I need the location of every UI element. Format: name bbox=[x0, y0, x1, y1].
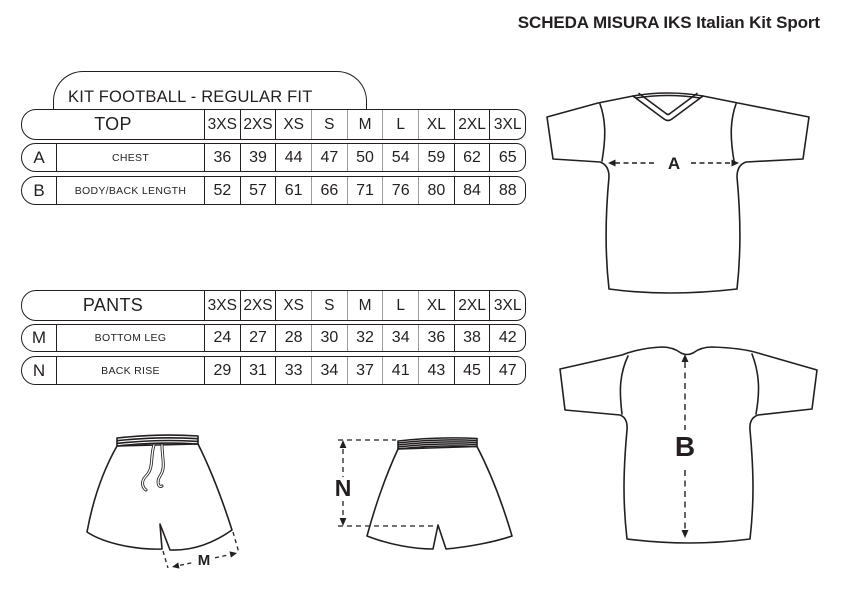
size-col-header: XS bbox=[275, 110, 311, 139]
shirt-back-diagram bbox=[556, 342, 818, 550]
value-cell: 61 bbox=[275, 177, 311, 204]
shorts-back-diagram bbox=[330, 430, 520, 565]
size-col-header: S bbox=[311, 110, 347, 139]
value-cell: 84 bbox=[454, 177, 490, 204]
measure-label-a: A bbox=[667, 154, 681, 173]
size-col-header: 3XS bbox=[204, 110, 240, 139]
size-col-header: L bbox=[382, 291, 418, 320]
shorts-back-outline bbox=[367, 447, 512, 550]
shirt-front-outline bbox=[547, 93, 809, 293]
shorts-front-outline bbox=[87, 444, 232, 550]
value-cell: 37 bbox=[347, 357, 383, 384]
row-letter: B bbox=[33, 180, 45, 200]
table-row-chest bbox=[21, 143, 526, 172]
value-cell: 43 bbox=[418, 357, 454, 384]
value-cell: 59 bbox=[418, 144, 454, 171]
row-letter: N bbox=[32, 360, 46, 380]
arrowhead-down bbox=[340, 518, 347, 526]
size-col-header: 3XL bbox=[489, 110, 525, 139]
value-cell: 27 bbox=[240, 325, 276, 351]
value-cell: 80 bbox=[418, 177, 454, 204]
size-col-header: 3XL bbox=[489, 291, 525, 320]
row-label: BACK RISE bbox=[56, 357, 204, 384]
value-cell: 66 bbox=[311, 177, 347, 204]
measure-label-n: N bbox=[334, 475, 352, 501]
value-cell: 30 bbox=[311, 325, 347, 351]
arrowhead-right bbox=[230, 551, 238, 557]
value-cell: 44 bbox=[275, 144, 311, 171]
value-cell: 41 bbox=[382, 357, 418, 384]
value-cell: 34 bbox=[311, 357, 347, 384]
value-cell: 33 bbox=[275, 357, 311, 384]
value-cell: 54 bbox=[382, 144, 418, 171]
size-col-header: XL bbox=[418, 291, 454, 320]
measure-label-m: M bbox=[197, 552, 211, 569]
size-col-header: M bbox=[347, 110, 383, 139]
row-label: BOTTOM LEG bbox=[56, 325, 204, 351]
size-col-header: M bbox=[347, 291, 383, 320]
row-label: CHEST bbox=[56, 144, 204, 171]
value-cell: 52 bbox=[204, 177, 240, 204]
top-table-title: TOP bbox=[94, 114, 132, 134]
value-cell: 24 bbox=[204, 325, 240, 351]
size-col-header: XL bbox=[418, 110, 454, 139]
value-cell: 57 bbox=[240, 177, 276, 204]
size-col-header: XS bbox=[275, 291, 311, 320]
value-cell: 71 bbox=[347, 177, 383, 204]
table-row-bottom-leg bbox=[21, 324, 526, 352]
top-table-header-row bbox=[21, 109, 526, 140]
value-cell: 42 bbox=[489, 325, 525, 351]
arrowhead-left bbox=[172, 562, 180, 568]
arrowhead-up bbox=[340, 440, 347, 448]
document-title: SCHEDA MISURA IKS Italian Kit Sport bbox=[517, 13, 820, 32]
size-col-header: 2XS bbox=[240, 110, 276, 139]
table-row-body-back-length bbox=[21, 176, 526, 205]
value-cell: 39 bbox=[240, 144, 276, 171]
measure-label-b: B bbox=[674, 431, 696, 462]
value-cell: 88 bbox=[489, 177, 525, 204]
row-letter: A bbox=[33, 147, 45, 167]
row-label: BODY/BACK LENGTH bbox=[56, 177, 204, 204]
shorts-front-diagram bbox=[80, 428, 245, 576]
value-cell: 47 bbox=[311, 144, 347, 171]
size-col-header: 2XL bbox=[454, 291, 490, 320]
value-cell: 32 bbox=[347, 325, 383, 351]
value-cell: 50 bbox=[347, 144, 383, 171]
kit-football-tab-label: KIT FOOTBALL - REGULAR FIT bbox=[68, 88, 313, 106]
size-col-header: L bbox=[382, 110, 418, 139]
size-col-header: 2XS bbox=[240, 291, 276, 320]
pants-table-header-row bbox=[21, 290, 526, 321]
value-cell: 31 bbox=[240, 357, 276, 384]
value-cell: 76 bbox=[382, 177, 418, 204]
value-cell: 36 bbox=[204, 144, 240, 171]
size-col-header: S bbox=[311, 291, 347, 320]
row-letter: M bbox=[31, 328, 47, 347]
value-cell: 34 bbox=[382, 325, 418, 351]
size-col-header: 3XS bbox=[204, 291, 240, 320]
value-cell: 65 bbox=[489, 144, 525, 171]
value-cell: 36 bbox=[418, 325, 454, 351]
pants-table-title: PANTS bbox=[82, 295, 144, 315]
value-cell: 62 bbox=[454, 144, 490, 171]
table-row-back-rise bbox=[21, 356, 526, 385]
shirt-front-diagram bbox=[545, 87, 812, 297]
value-cell: 28 bbox=[275, 325, 311, 351]
value-cell: 29 bbox=[204, 357, 240, 384]
value-cell: 38 bbox=[454, 325, 490, 351]
value-cell: 47 bbox=[489, 357, 525, 384]
value-cell: 45 bbox=[454, 357, 490, 384]
size-col-header: 2XL bbox=[454, 110, 490, 139]
